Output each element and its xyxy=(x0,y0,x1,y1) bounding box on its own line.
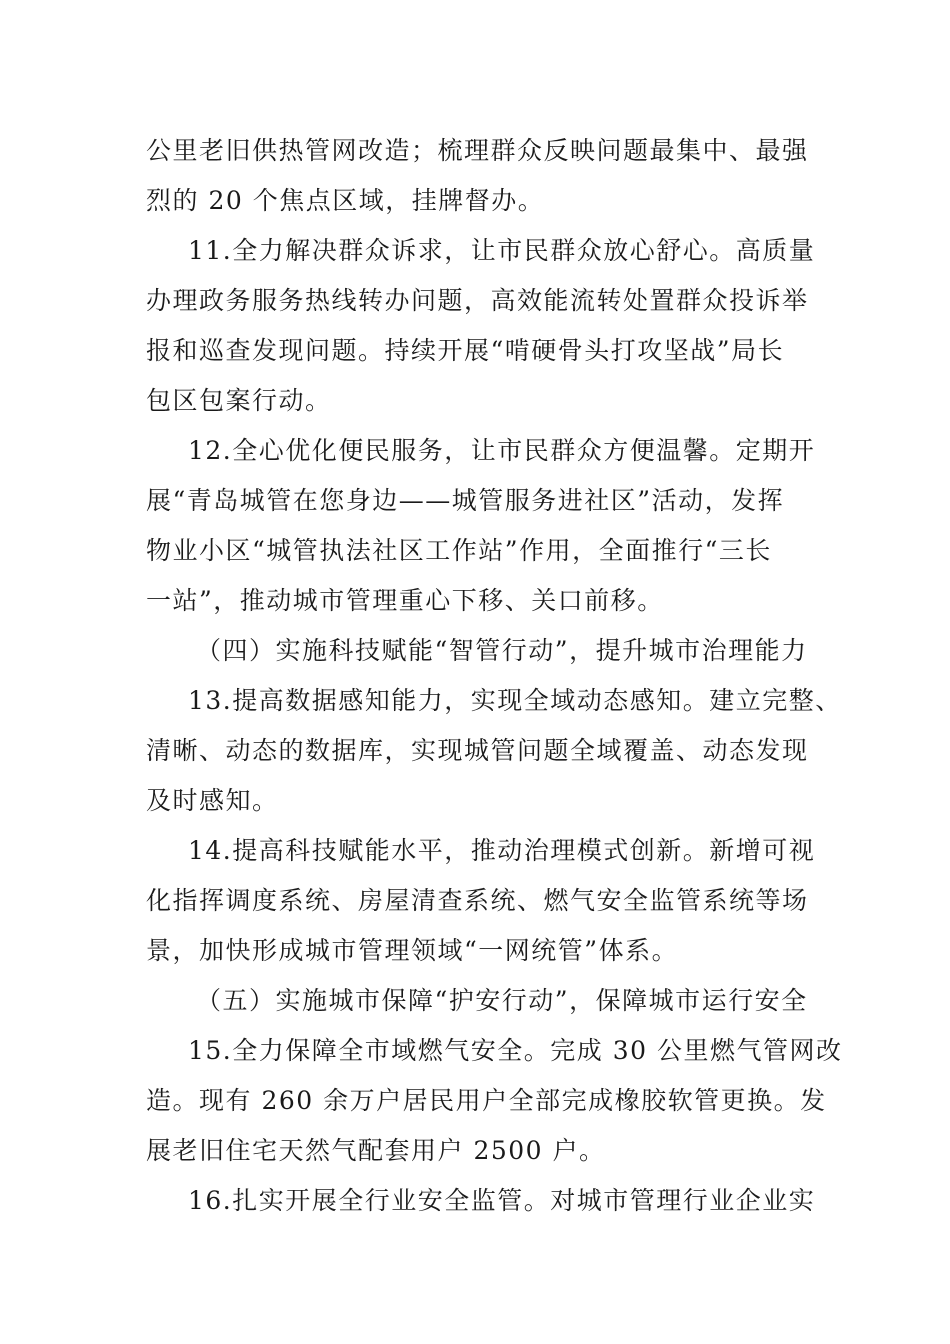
text-line: 公里老旧供热管网改造；梳理群众反映问题最集中、最强 xyxy=(146,136,809,165)
paragraph-item-14: 14.提高科技赋能水平，推动治理模式创新。新增可视 xyxy=(188,836,816,865)
text-line: 烈的 20 个焦点区域，挂牌督办。 xyxy=(146,186,545,215)
text-line: 展“青岛城管在您身边——城管服务进社区”活动，发挥 xyxy=(146,486,785,515)
section-heading-4: （四）实施科技赋能“智管行动”，提升城市治理能力 xyxy=(196,636,808,665)
text-line: 包区包案行动。 xyxy=(146,386,332,415)
text-line: 报和巡查发现问题。持续开展“啃硬骨头打攻坚战”局长 xyxy=(146,336,785,365)
text-line: 一站”，推动城市管理重心下移、关口前移。 xyxy=(146,586,664,615)
text-line: 景，加快形成城市管理领域“一网统管”体系。 xyxy=(146,936,679,965)
section-heading-5: （五）实施城市保障“护安行动”，保障城市运行安全 xyxy=(196,986,808,1015)
paragraph-item-15: 15.全力保障全市域燃气安全。完成 30 公里燃气管网改 xyxy=(188,1036,843,1065)
text-line: 造。现有 260 余万户居民用户全部完成橡胶软管更换。发 xyxy=(146,1086,827,1115)
text-line: 清晰、动态的数据库，实现城管问题全域覆盖、动态发现 xyxy=(146,736,809,765)
text-line: 物业小区“城管执法社区工作站”作用，全面推行“三长 xyxy=(146,536,772,565)
document-body xyxy=(146,126,843,1226)
paragraph-item-11: 11.全力解决群众诉求，让市民群众放心舒心。高质量 xyxy=(188,236,816,265)
paragraph-item-16: 16.扎实开展全行业安全监管。对城市管理行业企业实 xyxy=(188,1186,816,1215)
text-line: 化指挥调度系统、房屋清查系统、燃气安全监管系统等场 xyxy=(146,886,809,915)
text-line: 及时感知。 xyxy=(146,786,279,815)
paragraph-item-13: 13.提高数据感知能力，实现全域动态感知。建立完整、 xyxy=(188,686,842,715)
text-line: 展老旧住宅天然气配套用户 2500 户。 xyxy=(146,1136,606,1165)
paragraph-item-12: 12.全心优化便民服务，让市民群众方便温馨。定期开 xyxy=(188,436,816,465)
text-line: 办理政务服务热线转办问题，高效能流转处置群众投诉举 xyxy=(146,286,809,315)
